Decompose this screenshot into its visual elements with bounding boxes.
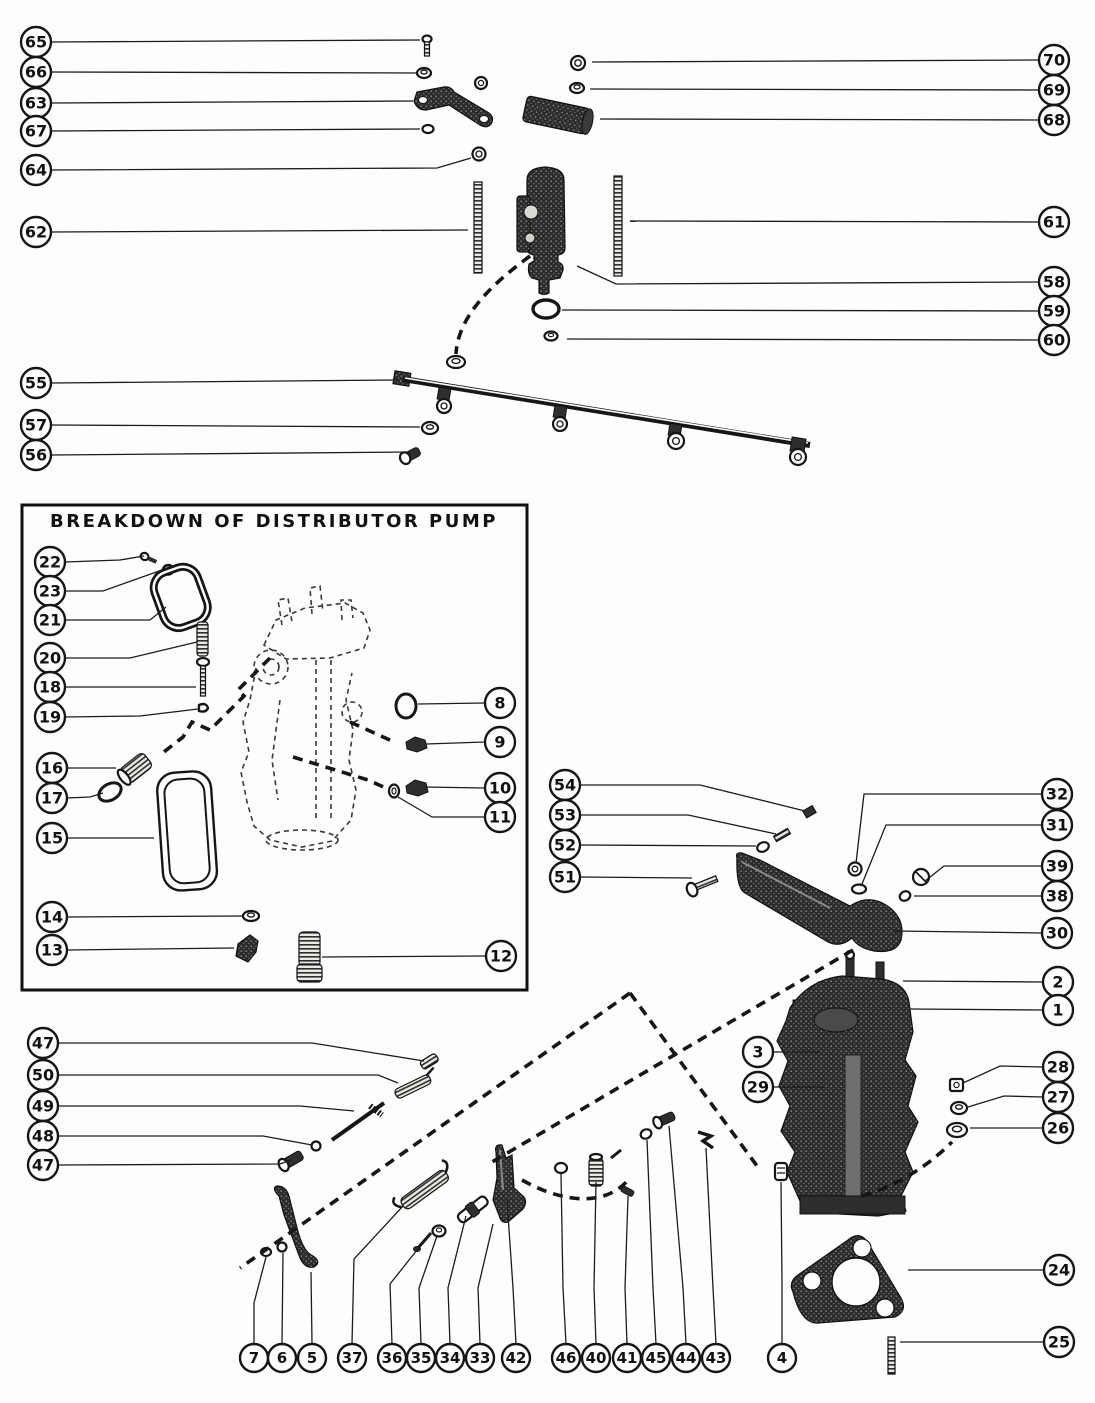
callout-47-54 <box>28 1150 58 1180</box>
callout-number-31: 31 <box>1045 815 1069 835</box>
callout-24-48 <box>1044 1255 1074 1285</box>
pin-20-part <box>197 622 208 656</box>
pin-36-part <box>414 1233 432 1252</box>
oring-17-part <box>96 779 125 805</box>
callout-number-24: 24 <box>1047 1260 1071 1280</box>
callout-number-70: 70 <box>1042 50 1066 70</box>
callout-number-37: 37 <box>341 1349 363 1367</box>
leader-line-37-58 <box>352 1206 403 1344</box>
leader-line-33-62 <box>478 1224 493 1344</box>
washer-19-part <box>199 704 208 712</box>
callout-number-48: 48 <box>31 1126 55 1146</box>
callout-22-16 <box>35 547 65 577</box>
callout-number-33: 33 <box>469 1349 491 1367</box>
lever-5-part <box>274 1186 317 1267</box>
callout-67-3 <box>21 116 51 146</box>
leader-line-70-9 <box>592 60 1039 62</box>
callout-number-53: 53 <box>553 805 577 825</box>
oring-59-part <box>533 300 559 318</box>
filter-40-part <box>589 1154 603 1186</box>
leader-line-69-10 <box>590 89 1039 90</box>
leader-line-30-40 <box>895 931 1042 933</box>
callout-number-47: 47 <box>31 1033 55 1053</box>
washer-38-part <box>898 889 912 902</box>
callout-23-17 <box>35 576 65 606</box>
callout-number-39: 39 <box>1045 856 1069 876</box>
leader-line-6-56 <box>282 1253 283 1344</box>
fitting-13-part <box>236 935 258 962</box>
leader-line-5-57 <box>311 1272 312 1344</box>
callout-9-28 <box>485 727 515 757</box>
pump-base-flange <box>800 1196 905 1214</box>
leader-line-42-63 <box>507 1200 516 1344</box>
callout-19-21 <box>35 702 65 732</box>
callout-number-10: 10 <box>488 778 512 798</box>
leader-line-14-25 <box>67 916 242 917</box>
callout-number-28: 28 <box>1046 1057 1070 1077</box>
callout-70-9 <box>1039 45 1069 75</box>
callout-16-22 <box>37 753 67 783</box>
leader-line-22-16 <box>65 556 144 562</box>
callout-44-68 <box>672 1344 700 1372</box>
leader-line-19-21 <box>65 709 198 717</box>
leader-line-40-65 <box>594 1182 596 1344</box>
callout-1-42 <box>1043 995 1073 1025</box>
callout-number-66: 66 <box>24 62 48 82</box>
callout-number-47: 47 <box>31 1155 55 1175</box>
callout-35-60 <box>407 1344 435 1372</box>
leader-line-57-7 <box>51 425 420 427</box>
callout-18-20 <box>35 672 65 702</box>
leader-line-23-17 <box>65 570 162 591</box>
callout-12-31 <box>486 941 516 971</box>
rod-62-part <box>474 182 482 273</box>
callout-number-20: 20 <box>38 648 62 668</box>
washer-26-part <box>947 1123 967 1137</box>
callout-59-14 <box>1039 296 1069 326</box>
callout-32-36 <box>1042 779 1072 809</box>
callout-42-63 <box>502 1344 530 1372</box>
callout-number-50: 50 <box>31 1065 55 1085</box>
callout-number-19: 19 <box>38 707 62 727</box>
callout-49-52 <box>28 1091 58 1121</box>
callout-53-33 <box>550 800 580 830</box>
leader-line-55-6 <box>51 380 398 383</box>
callout-number-9: 9 <box>494 732 506 752</box>
fitting-4-part <box>775 1163 787 1180</box>
callout-number-7: 7 <box>248 1349 260 1367</box>
callout-50-51 <box>28 1060 58 1090</box>
gasket-15-part <box>156 770 218 891</box>
fuel-rail-55-part <box>393 371 810 465</box>
callout-29-44 <box>743 1072 773 1102</box>
callout-number-60: 60 <box>1042 330 1066 350</box>
spring-50-part <box>392 1068 439 1100</box>
rail-fitting-3 <box>668 423 684 449</box>
callout-26-47 <box>1043 1113 1073 1143</box>
leader-line-2-41 <box>903 981 1043 982</box>
bolt-56-part <box>398 445 422 465</box>
nut-28-part <box>950 1079 963 1091</box>
callout-28-45 <box>1043 1052 1073 1082</box>
callout-number-69: 69 <box>1042 80 1066 100</box>
callout-60-15 <box>1039 325 1069 355</box>
callout-21-18 <box>35 605 65 635</box>
inset-title: BREAKDOWN OF DISTRIBUTOR PUMP <box>50 511 498 532</box>
callout-number-26: 26 <box>1046 1118 1070 1138</box>
pump-boss <box>814 1008 858 1032</box>
callout-number-1: 1 <box>1052 1000 1064 1020</box>
rail-fitting-4 <box>790 437 806 465</box>
callout-number-63: 63 <box>24 93 48 113</box>
leader-line-50-51 <box>58 1075 398 1083</box>
callout-number-32: 32 <box>1045 784 1069 804</box>
callout-6-56 <box>268 1344 296 1372</box>
leader-line-31-37 <box>862 825 1042 884</box>
callout-68-11 <box>1039 105 1069 135</box>
leader-line-35-60 <box>419 1236 437 1344</box>
washer-66-part <box>417 68 431 78</box>
callout-54-32 <box>550 770 580 800</box>
callout-number-3: 3 <box>752 1042 764 1062</box>
callout-number-67: 67 <box>24 121 48 141</box>
callout-number-22: 22 <box>38 552 62 572</box>
gasket-24-part <box>791 1236 903 1323</box>
leader-line-20-19 <box>65 642 197 658</box>
leader-line-4-70 <box>781 1182 782 1343</box>
leader-line-41-66 <box>625 1196 628 1344</box>
callout-number-55: 55 <box>24 373 48 393</box>
leader-line-59-14 <box>562 310 1039 311</box>
callout-number-41: 41 <box>616 1349 638 1367</box>
filter-16-part <box>115 752 153 787</box>
callout-number-8: 8 <box>494 693 506 713</box>
callout-48-53 <box>28 1121 58 1151</box>
leader-line-36-59 <box>390 1245 421 1344</box>
callout-3-43 <box>743 1037 773 1067</box>
leader-line-67-3 <box>51 129 420 131</box>
rail-fitting-2 <box>553 405 567 431</box>
leader-line-34-61 <box>448 1216 466 1344</box>
pump-channel <box>845 1055 861 1200</box>
clip-43-part <box>698 1132 713 1148</box>
callout-5-57 <box>298 1344 326 1372</box>
rod-49-part <box>332 1103 384 1140</box>
callout-number-58: 58 <box>1042 272 1066 292</box>
callout-number-62: 62 <box>24 222 48 242</box>
leader-line-7-55 <box>254 1257 266 1344</box>
washer-11-part <box>389 785 399 798</box>
leader-line-68-11 <box>600 119 1039 120</box>
screw-65-part <box>423 36 432 57</box>
leader-line-48-53 <box>58 1136 312 1145</box>
callout-number-68: 68 <box>1042 110 1066 130</box>
callout-57-7 <box>21 410 51 440</box>
callout-number-54: 54 <box>553 775 577 795</box>
leader-line-46-64 <box>561 1174 566 1344</box>
arm-63-hole2 <box>480 116 489 123</box>
leader-line-13-26 <box>67 948 234 950</box>
callout-66-1 <box>21 57 51 87</box>
callout-40-65 <box>582 1344 610 1372</box>
callout-13-26 <box>37 935 67 965</box>
nut-32-part <box>849 863 862 876</box>
callout-46-64 <box>552 1344 580 1372</box>
pin-41b-part <box>611 1150 621 1158</box>
leader-line-60-15 <box>567 339 1039 340</box>
washer-57-part <box>422 422 438 434</box>
callout-64-4 <box>21 155 51 185</box>
callout-37-58 <box>338 1344 366 1372</box>
callout-number-38: 38 <box>1045 886 1069 906</box>
callout-number-40: 40 <box>585 1349 607 1367</box>
callout-number-42: 42 <box>505 1349 527 1367</box>
callout-30-40 <box>1042 918 1072 948</box>
callout-27-46 <box>1043 1082 1073 1112</box>
pin-53-part <box>774 828 791 841</box>
callout-number-23: 23 <box>38 581 62 601</box>
sleeve-68-part <box>522 96 595 136</box>
callout-number-59: 59 <box>1042 301 1066 321</box>
callout-38-39 <box>1042 881 1072 911</box>
leader-line-63-2 <box>51 101 413 103</box>
washer-60-part <box>545 332 558 341</box>
washer-39-part <box>913 869 929 885</box>
callout-number-65: 65 <box>24 32 48 52</box>
leader-line-39-38 <box>925 866 1042 881</box>
callout-2-41 <box>1043 967 1073 997</box>
top-parts-group <box>393 36 810 466</box>
washer-69-part <box>570 83 584 93</box>
pump-58-part <box>517 167 565 295</box>
fitting-9-part <box>406 737 427 752</box>
leader-line-54-32 <box>580 785 805 811</box>
leader-line-62-5 <box>51 230 468 232</box>
leader-line-10-29 <box>424 787 485 788</box>
leader-line-47-54 <box>58 1160 291 1165</box>
callout-number-2: 2 <box>1052 972 1064 992</box>
callout-number-34: 34 <box>439 1349 461 1367</box>
leader-line-56-8 <box>51 452 410 455</box>
callout-15-24 <box>37 823 67 853</box>
callout-number-29: 29 <box>746 1077 770 1097</box>
linkage-group <box>261 1053 713 1267</box>
callout-number-49: 49 <box>31 1096 55 1116</box>
callout-7-55 <box>240 1344 268 1372</box>
leader-line-9-28 <box>426 742 485 744</box>
nut-64-part <box>473 148 486 161</box>
spring-37-part <box>390 1159 455 1214</box>
washer-31-part <box>852 885 866 894</box>
callout-number-15: 15 <box>40 828 64 848</box>
leader-line-61-12 <box>630 221 1039 222</box>
leader-line-53-33 <box>580 815 776 834</box>
leader-line-27-46 <box>968 1096 1043 1107</box>
washer-27-part <box>951 1102 967 1114</box>
callout-number-13: 13 <box>40 940 64 960</box>
callout-number-12: 12 <box>489 946 513 966</box>
callout-number-57: 57 <box>24 415 48 435</box>
callout-number-35: 35 <box>410 1349 432 1367</box>
align-dash-10 <box>293 757 388 789</box>
leader-line-45-67 <box>647 1140 656 1344</box>
callout-10-29 <box>485 773 515 803</box>
callout-65-0 <box>21 27 51 57</box>
spring-47a-part <box>419 1053 439 1070</box>
nut-6-part <box>278 1243 287 1252</box>
callout-number-56: 56 <box>24 445 48 465</box>
leader-line-51-35 <box>580 877 692 878</box>
callout-58-13 <box>1039 267 1069 297</box>
callout-43-69 <box>702 1344 730 1372</box>
leader-line-44-68 <box>669 1126 686 1344</box>
rod-61-part <box>614 176 622 276</box>
fitting-10-part <box>406 780 428 796</box>
callout-number-14: 14 <box>40 907 64 927</box>
washer-45-part <box>639 1128 653 1141</box>
callout-45-67 <box>642 1344 670 1372</box>
callout-62-5 <box>21 217 51 247</box>
callout-36-59 <box>378 1344 406 1372</box>
nut-top-part <box>475 77 487 89</box>
callout-number-46: 46 <box>555 1349 577 1367</box>
washer-35-part <box>433 1226 446 1237</box>
nut-48-part <box>312 1142 321 1151</box>
washer-14-part <box>243 911 259 921</box>
screw-18-part <box>197 658 209 696</box>
leader-line-11-30 <box>398 797 485 817</box>
nut-70-part <box>571 56 585 70</box>
align-dash-16 <box>160 658 270 755</box>
leader-line-12-31 <box>322 956 486 957</box>
callout-number-45: 45 <box>645 1349 667 1367</box>
filter-12-part <box>297 932 322 982</box>
leader-line-65-0 <box>51 40 420 42</box>
arm-63-hole <box>419 97 428 104</box>
washer-46-part <box>555 1163 567 1173</box>
leader-line-21-18 <box>65 607 166 620</box>
callout-20-19 <box>35 643 65 673</box>
callout-number-21: 21 <box>38 610 62 630</box>
callout-47-50 <box>28 1028 58 1058</box>
callout-number-27: 27 <box>1046 1087 1070 1107</box>
callout-number-51: 51 <box>553 867 577 887</box>
align-dash-9 <box>350 722 392 741</box>
callout-56-8 <box>21 440 51 470</box>
arm-group <box>685 806 929 952</box>
bolt-44-part <box>652 1110 677 1130</box>
screw-22-part <box>139 552 157 566</box>
callout-17-23 <box>37 783 67 813</box>
callout-61-12 <box>1039 207 1069 237</box>
leader-line-8-27 <box>418 703 485 704</box>
screw-51-part <box>685 873 720 898</box>
callout-51-35 <box>550 862 580 892</box>
callout-number-43: 43 <box>705 1349 727 1367</box>
callout-number-25: 25 <box>1047 1332 1071 1352</box>
distributor-outline <box>241 586 370 850</box>
leader-line-43-69 <box>706 1148 716 1344</box>
callout-14-25 <box>37 902 67 932</box>
callout-number-30: 30 <box>1045 923 1069 943</box>
oring-8-part <box>396 694 416 718</box>
leader-line-66-1 <box>51 72 416 73</box>
washer-52-part <box>756 840 771 853</box>
callout-33-62 <box>466 1344 494 1372</box>
callout-number-4: 4 <box>776 1349 788 1367</box>
callout-52-34 <box>550 830 580 860</box>
callout-number-44: 44 <box>675 1349 697 1367</box>
callout-69-10 <box>1039 75 1069 105</box>
callout-number-6: 6 <box>276 1349 288 1367</box>
callout-number-5: 5 <box>306 1349 318 1367</box>
pump-assembly-group <box>775 951 967 1374</box>
rail-washer-part <box>447 356 465 368</box>
callout-39-38 <box>1042 851 1072 881</box>
leader-line-64-4 <box>51 158 471 170</box>
washer-67-part <box>423 125 434 133</box>
callout-63-2 <box>21 88 51 118</box>
callout-4-70 <box>768 1344 796 1372</box>
callout-number-52: 52 <box>553 835 577 855</box>
leader-line-52-34 <box>580 845 756 846</box>
pin-25-part <box>888 1337 895 1374</box>
rail-fitting-1 <box>437 387 451 413</box>
callout-31-37 <box>1042 810 1072 840</box>
callout-41-66 <box>613 1344 641 1372</box>
bolt-47b-part <box>276 1149 305 1173</box>
align-dash-pump58 <box>456 256 530 354</box>
callout-34-61 <box>436 1344 464 1372</box>
callout-number-17: 17 <box>40 788 64 808</box>
callout-11-30 <box>485 802 515 832</box>
leader-line-1-42 <box>910 1009 1043 1010</box>
callout-55-6 <box>21 368 51 398</box>
leader-line-58-13 <box>577 266 1039 284</box>
callout-number-18: 18 <box>38 677 62 697</box>
callout-number-64: 64 <box>24 160 48 180</box>
callout-25-49 <box>1044 1327 1074 1357</box>
leader-line-47-50 <box>58 1043 424 1061</box>
leader-line-49-52 <box>58 1106 354 1111</box>
callout-8-27 <box>485 688 515 718</box>
callout-number-11: 11 <box>488 807 512 827</box>
callout-number-61: 61 <box>1042 212 1066 232</box>
callout-number-36: 36 <box>381 1349 403 1367</box>
key-54-part <box>803 806 817 818</box>
leader-line-28-45 <box>963 1066 1043 1083</box>
link-34-part <box>455 1193 490 1225</box>
callout-number-16: 16 <box>40 758 64 778</box>
